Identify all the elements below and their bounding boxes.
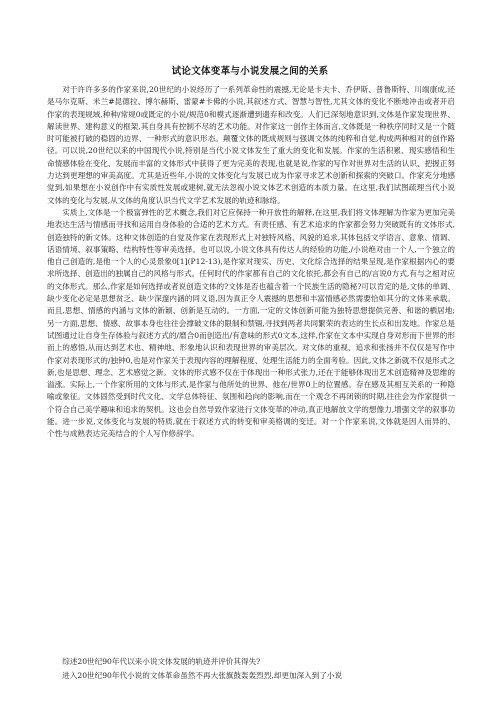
paragraph-intro: 对于许许多多的作家来说,20世纪的小说经历了一系列革命性的震撼,无论是卡夫卡、乔伊斯、普鲁斯特、川端康成,还是马尔克斯、米兰#昆德拉、博尔赫斯、雷蒙#卡佛的小说,其叙述方式、智慧与智性,尤其文体的变化不断地冲击或者开启作家的表现规域,种种/常规0或既定的小说/规范0和模式逐渐遭到遗弃和改变。人们已深刻地意识到,文体是作家发现世界、解读世界、建构意义的框架,其自身具有控制不尽的艺术功能。对作家这一创作主体而言,文体既是一种秩序同时又是一个随时可能被打破的稳固的边界、一种形式的意识形态。颠覆文体的既成规则与强调文体的纯粹和自觉,构成两种相对的创作路径。可以说,20世纪以来的中国现代小说,特别是当代小说文体发生了重大的变化和发展。作家的生活积累、现实感悟和生命情感体验在变化、发展而丰富的文体形式中获得了更为完美的表现,也就是说,作家的写作对世界对生活的认识、把握正努力达到更理想的审美高度。尤其是近些年,小说的文体变化与发展已成为作家寻求艺术创新和探索的突破口。作家充分地感觉到,如果想在小说创作中有实质性发展或建树,就无法忽视小说文体艺术创造的本质力量。在这里,我们试图疏理当代小说文体的变化与发展,从文体的角度认识当代文学艺术发展的轨迹和脉络。: [47, 85, 456, 205]
question-text: 综述20世纪90年代以来小说文体发展的轨迹并评价其得失?: [62, 657, 261, 666]
answer-text: 进入20世纪90年代小说的文体革命虽然不再大张旗鼓轰轰烈烈,却更加深入到了小说: [62, 671, 343, 680]
paragraph-style-definition: 实质上,文体是一个极富弹性的艺术概念,我们对它应保持一种开放性的解释,在这里,我们将文体理解为作家为更加完美地表达生活与情感而寻找和运用自身体验的合适的艺术方式。有责任感、有艺术追求的作家都会努力突破既有的文体形式,创造独特的新文体。这种文体创造的自觉及作家在表现形式上对独特风格、风貌的追求,其体包括文学语言、意象、情调、话语情境、叙事策略、结构特性等审美选择。也可以说,小说文体具有传达人的经验的功能,/小说绝对由一个人,一个独立的他自己创造的,是他一个人的心灵景象0[1](P12-13),是作家对现实、历史、文化综合选择的结果呈现,是作家根据内心的要求所选择、创造出的独属自己的风格与形式。任何时代的作家都有自己的文化依托,都会有自己的/言说0方式,有与之相对应的文体形式。那么,作家是如何选择或者说创造文体的?文体是否也蕴含着一个民族生活的隐秘?可以肯定的是,文体的单调、缺少变化必定是思想贫乏、缺少深邃内涵的同义语,因为真正令人震撼的思想和丰富情感必然需要恰如其分的文体来承载。而且,思想、情感的内涵与文体的新颖、创新是互动的。一方面,一定的文体创新可能为独特思想提供完善、和谐的栖居地;另一方面,思想、情感、故事本身也往往会撑破文体的限制和禁锢,寻找到两者共同繁荣的表达的生长点和出发地。作家总是试图通过让自身生存体验与叙述方式的/磨合0而创造出/有意味的形式0文本,这样,作家在文本中实现自身对形而下世界的形而上的感悟,从而达到艺术也、精神地、形象地认识和表现世界的审美层次。对文体的重视、追求和张扬并不仅仅是写作中作家对表现形式的/独钟0,也是对作家关于表现内容的理解程度、处理生活能力的全面考验。因此,文体之新就不仅是形式之新,也是思想、理念、艺术感觉之新。文体的形式感不仅在于体现出一种形式张力,还在于能够体现出艺术创造精神及思维的溢涨。实际上,一个作家所用的文体与形式,是作家与他所处的世界、他在/世界0上的位置感。存在感及其相互关系的一种隐喻或象征。文体固然受到时代文化、文学总体特征、氛围和趋向的影响,而在一个观念不再闭锁的时期,往往会为作家提供一个符合自己美学趣味和追求的契机。这也会自然导致作家进行文体变革的冲动,真正地解放文学的想像力,增强文学的叙事功能。进一步说,文体变化与发展的特质,就在于叙述方式的转变和审美格调的变迁。对一个作家来说,文体就是因人而异的、个性与成熟表达完美结合的个人写作修辞学。: [47, 207, 455, 439]
document-title: 试论文体变革与小说发展之间的关系: [171, 66, 329, 77]
question-answer-section: [47, 655, 467, 683]
document-body: [47, 84, 455, 441]
